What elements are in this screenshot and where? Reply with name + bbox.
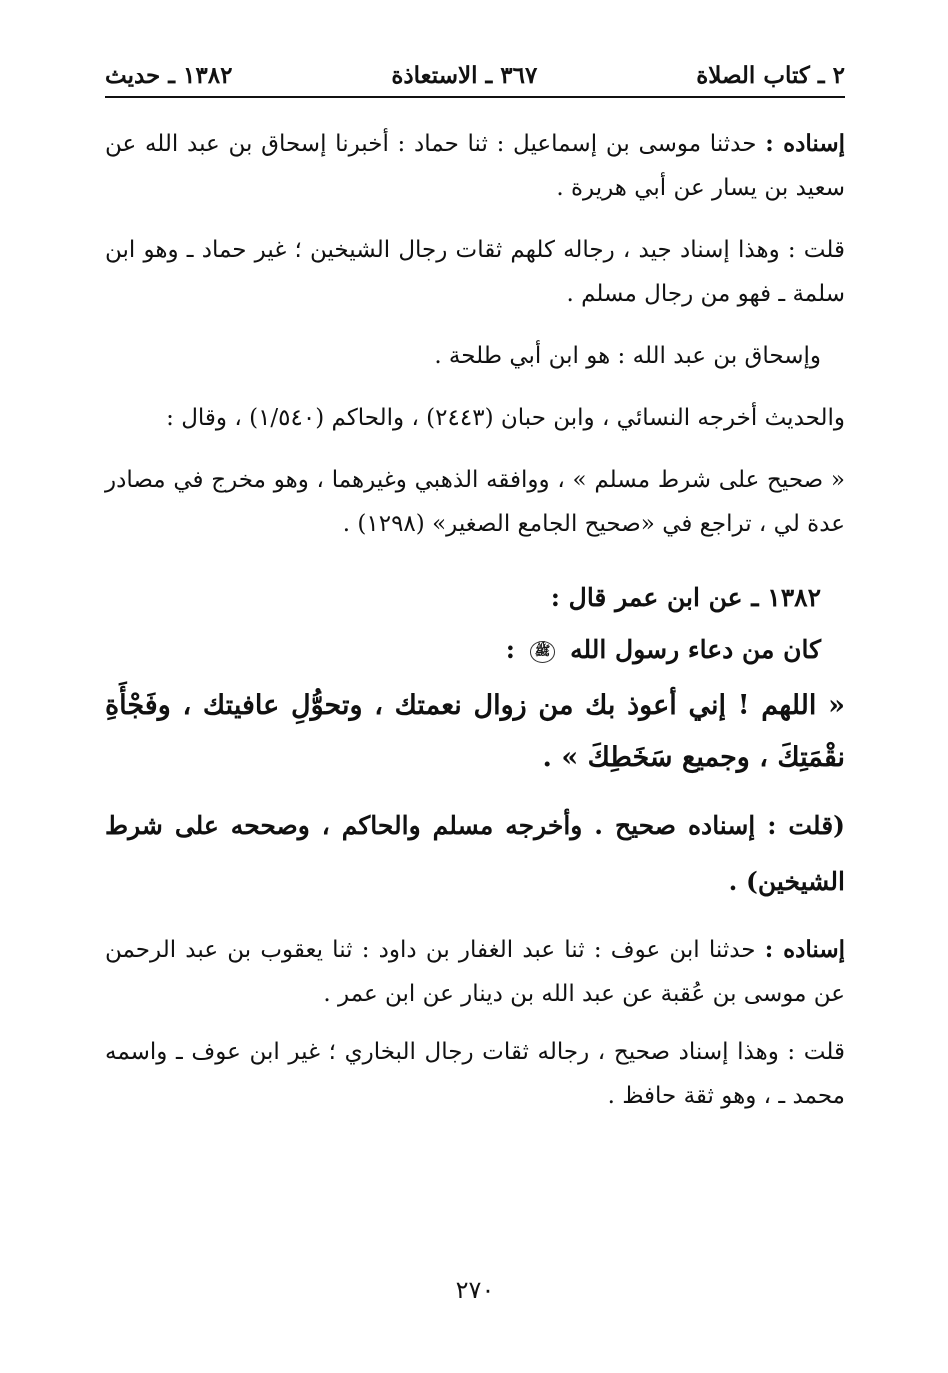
header-book-title: ٢ ـ كتاب الصلاة (696, 62, 845, 89)
hakim-quote-paragraph: « صحيح على شرط مسلم » ، ووافقه الذهبي وغيرهما ، وهو مخرج في مصادر عدة لي ، تراجع في «صحيح الجامع الصغير» (١٢٩٨) . (105, 467, 845, 537)
isnad-lead-2: إسناده : (764, 936, 846, 963)
takhrij-paragraph: والحديث أخرجه النسائي ، وابن حبان (٢٤٤٣) ، والحاكم (١/٥٤٠) ، وقال : (166, 405, 845, 431)
hadith-number-heading: ١٣٨٢ ـ عن ابن عمر قال : (550, 583, 821, 612)
hadith-intro-text: كان من دعاء رسول الله (570, 635, 821, 664)
isnad-lead-1: إسناده : (765, 130, 845, 157)
commentary-paragraph-2: قلت : وهذا إسناد صحيح ، رجاله ثقات رجال البخاري ؛ غير ابن عوف ـ واسمه محمد ـ ، وهو ثقة حافظ . (105, 1039, 845, 1109)
narrator-note: وإسحاق بن عبد الله : هو ابن أبي طلحة . (434, 343, 821, 369)
page-number: ٢٧٠ (455, 1276, 495, 1304)
running-header (105, 58, 845, 98)
hadith-intro-colon: : (505, 635, 515, 664)
isnad-paragraph-2 (105, 928, 845, 1016)
hadith-text: « اللهم ! إني أعوذ بك من زوال نعمتك ، وتحوُّلِ عافيتك ، وفَجْأَةِ نقْمَتِكَ ، وجميع سَخَطِكَ » . (105, 690, 845, 773)
book-page (105, 58, 845, 1348)
header-chapter-title: ٣٦٧ ـ الاستعاذة (391, 62, 538, 89)
grading-verdict: (قلت : إسناده صحيح . وأخرجه مسلم والحاكم ، وصححه على شرط الشيخين) . (105, 811, 845, 896)
commentary-paragraph-1: قلت : وهذا إسناد جيد ، رجاله كلهم ثقات رجال الشيخين ؛ غير حماد ـ وهو ابن سلمة ـ فهو من رجال مسلم . (105, 237, 845, 307)
isnad-paragraph-1 (105, 122, 845, 210)
hadith-intro (105, 624, 845, 676)
isnad-text-1: حدثنا موسى بن إسماعيل : ثنا حماد : أخبرنا إسحاق بن عبد الله عن سعيد بن يسار عن أبي هريرة . (105, 131, 845, 201)
header-hadith-number: ١٣٨٢ ـ حديث (105, 62, 233, 89)
salutation-glyph: ﷺ (530, 641, 556, 663)
isnad-text-2: حدثنا ابن عوف : ثنا عبد الغفار بن داود : ثنا يعقوب بن عبد الرحمن عن موسى بن عُقبة عن عبد الله بن دينار عن ابن عمر . (105, 937, 845, 1007)
